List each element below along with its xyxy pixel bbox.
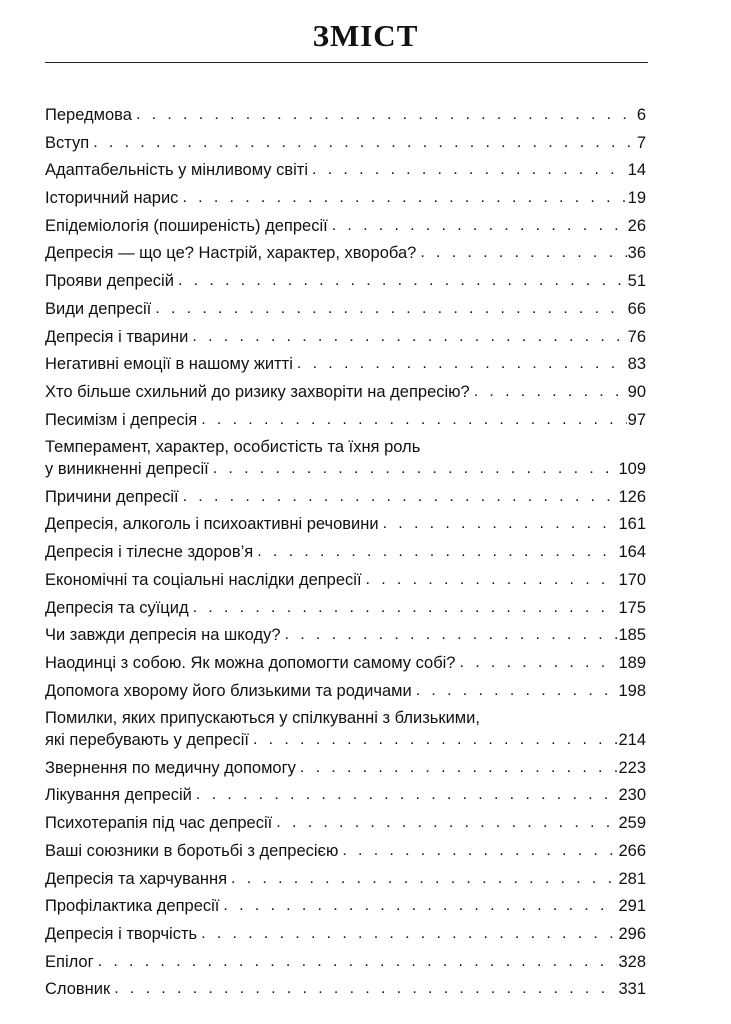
toc-entry[interactable]	[45, 132, 646, 160]
toc-page-number: 76	[627, 327, 646, 346]
toc-page-number: 189	[618, 653, 646, 672]
toc-entry[interactable]	[45, 486, 646, 514]
toc-entry[interactable]	[45, 895, 646, 923]
toc-entry[interactable]	[45, 409, 646, 437]
dot-leader	[253, 729, 618, 751]
toc-page-number: 331	[618, 980, 646, 999]
toc-entry-title: Песимізм і депресія	[45, 410, 198, 429]
toc-entry-title: Епілог	[45, 952, 94, 971]
dot-leader	[285, 624, 618, 646]
toc-page-number: 259	[618, 814, 646, 833]
toc-entry-title: Види депресії	[45, 299, 152, 318]
toc-entry[interactable]	[45, 624, 646, 652]
toc-page-number: 230	[618, 786, 646, 805]
dot-leader	[178, 270, 627, 292]
dot-leader	[155, 298, 626, 320]
toc-entry[interactable]	[45, 242, 646, 270]
toc-page-number: 214	[618, 731, 646, 750]
dot-leader	[192, 326, 626, 348]
toc-page-number: 170	[618, 570, 646, 589]
toc-page-number: 223	[618, 758, 646, 777]
toc-entry-title: Економічні та соціальні наслідки депресії	[45, 570, 362, 589]
toc-entry-title: Депресія і тілесне здоров’я	[45, 543, 254, 562]
dot-leader	[93, 132, 636, 154]
toc-entry-title: Допомога хворому його близькими та родичами	[45, 681, 412, 700]
toc-entry[interactable]	[45, 298, 646, 326]
toc-entry[interactable]	[45, 597, 646, 625]
dot-leader	[383, 513, 618, 535]
toc-entry[interactable]	[45, 840, 646, 868]
toc-page-number: 7	[636, 133, 646, 152]
toc-page-number: 281	[618, 869, 646, 888]
toc-page-number: 291	[618, 897, 646, 916]
toc-entry[interactable]	[45, 187, 646, 215]
toc-entry[interactable]	[45, 757, 646, 785]
toc-entry[interactable]	[45, 923, 646, 951]
dot-leader	[460, 652, 618, 674]
toc-entry-title: Наодинці з собою. Як можна допомогти самому собі?	[45, 653, 456, 672]
dot-leader	[366, 569, 618, 591]
toc-entry-title: Депресія та харчування	[45, 869, 228, 888]
dot-leader	[276, 812, 617, 834]
toc-entry[interactable]	[45, 270, 646, 298]
toc-entry-title: Ваші союзники в боротьбі з депресією	[45, 841, 339, 860]
dot-leader	[183, 486, 618, 508]
toc-page-number: 161	[618, 515, 646, 534]
toc-page-number: 296	[618, 924, 646, 943]
dot-leader	[182, 187, 626, 209]
toc-entry-title: у виникненні депресії	[45, 460, 209, 479]
dot-leader	[231, 868, 617, 890]
dot-leader	[416, 680, 618, 702]
dot-leader	[474, 381, 627, 403]
toc-entry-title: Депресія, алкоголь і психоактивні речовини	[45, 515, 379, 534]
toc-entry-title: Прояви депресій	[45, 272, 174, 291]
toc-entry[interactable]	[45, 784, 646, 812]
toc-entry-title: Депресія — що це? Настрій, характер, хвороба?	[45, 244, 417, 263]
toc-entry[interactable]	[45, 978, 646, 1006]
dot-leader	[201, 923, 617, 945]
toc-entry-title: Адаптабельність у мінливому світі	[45, 161, 309, 180]
toc-entry-title: Історичний нарис	[45, 189, 179, 208]
toc-entry[interactable]	[45, 159, 646, 187]
dot-leader	[114, 978, 617, 1000]
toc-entry-title-line1: Темперамент, характер, особистість та їхня роль	[45, 438, 421, 457]
toc-entry[interactable]	[45, 541, 646, 569]
toc-entry[interactable]	[45, 680, 646, 708]
toc-entry-title-line1: Помилки, яких припускаються у спілкуванні з близькими,	[45, 709, 480, 728]
toc-entry[interactable]	[45, 951, 646, 979]
toc-entry-title: Депресія і творчість	[45, 924, 198, 943]
toc-entry-title: Причини депресії	[45, 487, 179, 506]
dot-leader	[342, 840, 617, 862]
toc-entry-title: Вступ	[45, 133, 90, 152]
toc-entry-title: Негативні емоції в нашому житті	[45, 355, 293, 374]
toc-entry[interactable]	[45, 353, 646, 381]
toc-page-number: 66	[627, 299, 646, 318]
page-title: ЗМІСТ	[312, 18, 419, 53]
toc-page-number: 126	[618, 487, 646, 506]
toc-page-number: 36	[627, 244, 646, 263]
title-divider	[45, 62, 648, 63]
toc-page-number: 164	[618, 543, 646, 562]
table-of-contents	[45, 104, 646, 1006]
dot-leader	[332, 215, 627, 237]
toc-page-number: 109	[618, 460, 646, 479]
dot-leader	[297, 353, 627, 375]
toc-page-number: 14	[627, 161, 646, 180]
dot-leader	[201, 409, 626, 431]
toc-entry[interactable]	[45, 652, 646, 680]
toc-page-number: 266	[618, 841, 646, 860]
toc-page-number: 26	[627, 216, 646, 235]
toc-entry-title: Хто більше схильний до ризику захворіти на депресію?	[45, 382, 470, 401]
toc-entry[interactable]	[45, 326, 646, 354]
dot-leader	[136, 104, 636, 126]
toc-entry[interactable]	[45, 868, 646, 896]
toc-page-number: 185	[618, 626, 646, 645]
toc-entry[interactable]	[45, 104, 646, 132]
dot-leader	[420, 242, 626, 264]
toc-entry-title: Профілактика депресії	[45, 897, 220, 916]
toc-page-number: 83	[627, 355, 646, 374]
toc-page-number: 51	[627, 272, 646, 291]
toc-entry[interactable]	[45, 436, 646, 486]
dot-leader	[300, 757, 618, 779]
toc-entry-title: Депресія і тварини	[45, 327, 189, 346]
toc-entry-title: Звернення по медичну допомогу	[45, 758, 296, 777]
toc-entry-title: Епідеміологія (поширеність) депресії	[45, 216, 328, 235]
toc-entry-title: Депресія та суїцид	[45, 598, 189, 617]
toc-entry-title: Лікування депресій	[45, 786, 192, 805]
toc-entry[interactable]	[45, 707, 646, 757]
toc-page-number: 328	[618, 952, 646, 971]
toc-entry[interactable]	[45, 215, 646, 243]
toc-page-number: 19	[627, 189, 646, 208]
toc-entry[interactable]	[45, 513, 646, 541]
toc-page-number: 97	[627, 410, 646, 429]
toc-page-number: 90	[627, 382, 646, 401]
dot-leader	[193, 597, 618, 619]
dot-leader	[223, 895, 617, 917]
dot-leader	[213, 458, 618, 480]
toc-entry[interactable]	[45, 569, 646, 597]
toc-page-number: 175	[618, 598, 646, 617]
toc-entry[interactable]	[45, 381, 646, 409]
toc-entry-title: які перебувають у депресії	[45, 731, 249, 750]
toc-entry-title: Психотерапія під час депресії	[45, 814, 273, 833]
dot-leader	[312, 159, 627, 181]
toc-entry[interactable]	[45, 812, 646, 840]
toc-page-number: 6	[636, 106, 646, 124]
dot-leader	[196, 784, 618, 806]
toc-page-number: 198	[618, 681, 646, 700]
toc-entry-title: Передмова	[45, 106, 132, 124]
dot-leader	[98, 951, 618, 973]
toc-entry-title: Словник	[45, 980, 111, 999]
dot-leader	[257, 541, 617, 563]
toc-entry-title: Чи завжди депресія на шкоду?	[45, 626, 281, 645]
